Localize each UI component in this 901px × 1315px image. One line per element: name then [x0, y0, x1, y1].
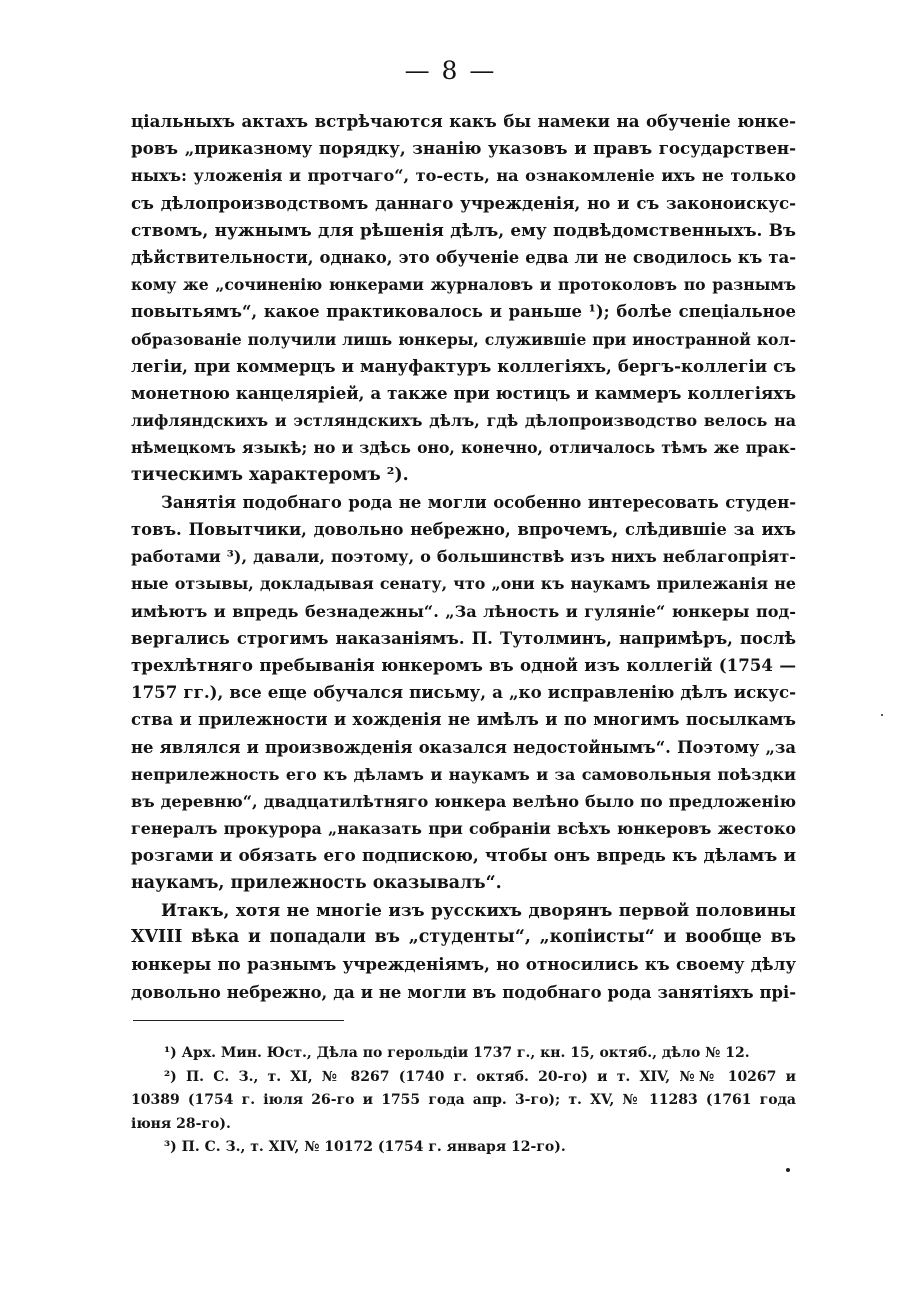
paragraph-3	[131, 897, 796, 1006]
page-number: — 8 —	[404, 56, 497, 85]
text-line: неприлежность его къ дѣламъ и наукамъ и за самовольныя поѣздки	[131, 764, 796, 784]
text-line: XVIII вѣка и попадали въ „студенты“, „копіисты“ и вообще въ	[131, 927, 796, 948]
text-line: довольно небрежно, да и не могли въ подобнаго рода занятіяхъ прі-	[131, 982, 796, 1002]
text-line: ные отзывы, докладывая сенату, что „они къ наукамъ прилежанія не	[131, 574, 796, 594]
text-line: образованіе получили лишь юнкеры, служившіе при иностранной кол-	[131, 329, 796, 349]
text-line: легіи, при коммерцъ и мануфактуръ коллегіяхъ, бергъ-коллегіи съ	[131, 355, 796, 376]
text-line: ровъ „приказному порядку, знанію указовъ и правъ государствен-	[131, 138, 796, 159]
text-line: Итакъ, хотя не многіе изъ русскихъ дворянъ первой половины	[161, 899, 796, 920]
text-line: юнкеры по разнымъ учрежденіямъ, но относились къ своему дѣлу	[131, 954, 796, 975]
text-line: Занятія подобнаго рода не могли особенно интересовать студен-	[161, 492, 796, 512]
text-line: трехлѣтняго пребыванія юнкеромъ въ одной изъ коллегій (1754 —	[131, 655, 796, 676]
text-line: кому же „сочиненію юнкерами журналовъ и протоколовъ по разнымъ	[131, 275, 796, 295]
footnote-1: ¹) Арх. Мин. Юст., Дѣла по герольдіи 1737 г., кн. 15, октяб., дѣло № 12.	[164, 1045, 750, 1061]
text-line: не являлся и произвожденія оказался недостойнымъ“. Поэтому „за	[131, 737, 796, 757]
text-line: съ дѣлопроизводствомъ даннаго учрежденія, но и съ законоискус-	[131, 192, 796, 213]
text-line: работами ³), давали, поэтому, о большинствѣ изъ нихъ неблагопріят-	[131, 547, 796, 567]
footnote-3: ³) П. С. З., т. XIV, № 10172 (1754 г. января 12-го).	[164, 1139, 566, 1155]
text-line: нѣмецкомъ языкѣ; но и здѣсь оно, конечно, отличалось тѣмъ же прак-	[131, 438, 796, 458]
scan-speck	[786, 1168, 790, 1172]
paragraph-2	[131, 489, 796, 897]
text-line: наукамъ, прилежность оказывалъ“.	[131, 872, 502, 893]
scan-speck	[881, 714, 883, 716]
footnote-2-cont: 10389 (1754 г. іюля 26-го и 1755 года апр. 3-го); т. XV, № 11283 (1761 года	[131, 1092, 796, 1108]
text-line: имѣютъ и впредь безнадежны“. „За лѣность и гуляніе“ юнкеры под-	[131, 601, 796, 621]
text-line: ства и прилежности и хожденія не имѣлъ и по многимъ посылкамъ	[131, 710, 796, 730]
text-line: ціальныхъ актахъ встрѣчаются какъ бы намеки на обученіе юнке-	[131, 111, 796, 131]
text-line: генералъ прокурора „наказать при собраніи всѣхъ юнкеровъ жестоко	[131, 819, 796, 839]
paragraph-1	[131, 108, 796, 489]
text-line: вергались строгимъ наказаніямъ. П. Тутолминъ, напримѣръ, послѣ	[131, 628, 796, 648]
text-line: ствомъ, нужнымъ для рѣшенія дѣлъ, ему подвѣдомственныхъ. Въ	[131, 219, 796, 240]
text-line: ныхъ: уложенія и протчаго“, то-есть, на ознакомленіе ихъ не только	[131, 166, 796, 186]
text-line: лифляндскихъ и эстляндскихъ дѣлъ, гдѣ дѣлопроизводство велось на	[131, 411, 796, 431]
text-line: въ деревню“, двадцатилѣтняго юнкера велѣно было по предложенію	[131, 792, 796, 812]
footnote-2: ²) П. С. З., т. XI, № 8267 (1740 г. октяб. 20-го) и т. XIV, №№ 10267 и	[164, 1068, 796, 1085]
text-line: дѣйствительности, однако, это обученіе едва ли не сводилось къ та-	[131, 248, 796, 268]
text-line: товъ. Повытчики, довольно небрежно, впрочемъ, слѣдившіе за ихъ	[131, 520, 796, 540]
text-line: повытьямъ“, какое практиковалось и раньше ¹); болѣе спеціальное	[131, 302, 796, 322]
text-line: монетною канцеляріей, а также при юстицъ и каммеръ коллегіяхъ	[131, 383, 796, 404]
text-line: тическимъ характеромъ ²).	[131, 464, 409, 485]
text-line: 1757 гг.), все еще обучался письму, а „ко исправленію дѣлъ искус-	[131, 682, 796, 703]
footnotes	[131, 1042, 796, 1160]
text-line: розгами и обязать его подпискою, чтобы онъ впредь къ дѣламъ и	[131, 845, 796, 866]
main-text	[131, 108, 796, 1006]
footnote-2-cont: іюня 28-го).	[131, 1115, 231, 1132]
footnote-divider	[133, 1020, 344, 1021]
